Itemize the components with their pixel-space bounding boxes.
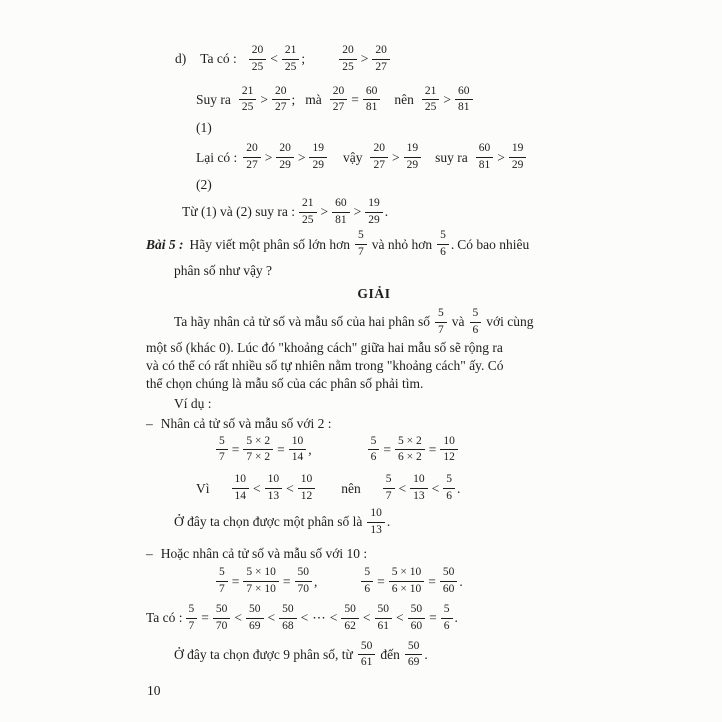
fraction-numerator: 10 — [410, 473, 428, 489]
fraction-denominator: 27 — [246, 158, 258, 171]
fraction-denominator: 81 — [335, 213, 347, 226]
text-run: đến — [380, 646, 400, 662]
fraction-denominator: 7 — [438, 323, 444, 336]
fraction-denominator: 61 — [377, 619, 390, 632]
fraction — [339, 44, 357, 75]
content-line — [146, 339, 602, 357]
operator: < — [286, 480, 294, 496]
fraction-denominator: 6 — [446, 489, 452, 502]
punctuation: ; — [301, 51, 306, 67]
fraction — [509, 142, 527, 173]
fraction-denominator: 27 — [375, 60, 387, 73]
fraction-denominator: 25 — [241, 101, 254, 114]
fraction-numerator: 10 — [298, 473, 316, 489]
fraction-numerator: 50 — [358, 640, 376, 656]
text-run: – — [146, 415, 153, 431]
fraction — [358, 640, 376, 671]
fraction — [265, 473, 283, 504]
text-run: nên — [341, 480, 361, 496]
fraction — [243, 142, 261, 173]
fraction — [282, 44, 300, 75]
text-run: và nhỏ hơn — [371, 236, 433, 252]
content-line — [146, 229, 602, 260]
fraction-numerator: 21 — [422, 85, 440, 101]
text-run: vậy — [342, 149, 363, 165]
content-line — [174, 307, 602, 338]
fraction — [216, 566, 228, 597]
fraction-numerator: 19 — [404, 142, 422, 158]
fraction — [443, 473, 455, 504]
fraction — [476, 142, 494, 173]
punctuation: . — [450, 236, 455, 252]
operator: = — [428, 573, 436, 589]
operator: < — [398, 480, 407, 496]
operator: > — [353, 204, 362, 220]
text-run: d) — [175, 51, 187, 67]
text-run: Vì — [196, 480, 210, 496]
operator: < — [270, 51, 278, 67]
fraction — [272, 85, 290, 116]
fraction — [363, 85, 381, 116]
fraction — [243, 566, 279, 597]
fraction-denominator: 25 — [342, 60, 354, 73]
fraction-numerator: 5 — [355, 229, 367, 245]
fraction — [355, 229, 367, 260]
fraction-numerator: 5 — [441, 603, 453, 619]
fraction-denominator: 81 — [458, 101, 470, 114]
content-line — [196, 176, 602, 194]
fraction-denominator: 7 × 10 — [246, 583, 276, 596]
operator: > — [443, 91, 452, 107]
fraction-denominator: 29 — [406, 158, 419, 171]
text-run: Ở đây ta chọn được 9 phân số, từ — [174, 646, 353, 662]
fraction-denominator: 7 — [188, 619, 195, 632]
fraction-denominator: 6 — [472, 323, 479, 336]
operator: = — [383, 441, 391, 457]
fraction-denominator: 6 — [443, 619, 450, 632]
fraction-denominator: 29 — [279, 158, 291, 171]
fraction-numerator: 20 — [370, 142, 388, 158]
fraction — [395, 435, 425, 466]
punctuation: ; — [291, 91, 296, 107]
fraction-denominator: 70 — [215, 619, 228, 632]
operator: > — [497, 149, 505, 165]
fraction-denominator: 81 — [365, 101, 378, 114]
content-line — [175, 44, 602, 75]
content-line — [196, 142, 602, 173]
fraction — [370, 142, 388, 173]
text-run: với cùng — [486, 314, 534, 330]
text-run: Ở đây ta chọn được một phân số là — [174, 514, 363, 530]
fraction — [249, 44, 267, 75]
punctuation: , — [308, 441, 312, 457]
fraction-numerator: 5 × 2 — [243, 435, 273, 451]
content-line — [174, 507, 602, 538]
fraction-numerator: 5 — [435, 307, 447, 323]
fraction — [186, 603, 198, 634]
fraction-numerator: 20 — [243, 142, 261, 158]
fraction-numerator: 5 — [186, 603, 198, 619]
operator: > — [297, 149, 306, 165]
punctuation: . — [424, 646, 428, 662]
fraction-numerator: 5 — [216, 566, 228, 582]
text-run: mà — [305, 91, 322, 107]
operator: < — [362, 610, 371, 626]
fraction — [435, 307, 447, 338]
fraction-numerator: 50 — [246, 603, 264, 619]
fraction — [216, 435, 228, 466]
fraction — [239, 85, 257, 116]
operator: < — [329, 610, 338, 626]
fraction-numerator: 10 — [289, 435, 307, 451]
fraction-numerator: 5 — [368, 435, 380, 451]
problem-label: Bài 5 : — [146, 236, 184, 252]
content-line — [216, 566, 602, 597]
fraction-numerator: 5 — [470, 307, 482, 323]
fraction-numerator: 5 — [383, 473, 395, 489]
punctuation: . — [384, 204, 389, 220]
fraction-denominator: 29 — [312, 158, 324, 171]
operator: > — [260, 91, 268, 107]
fraction-denominator: 70 — [297, 583, 309, 596]
fraction — [213, 603, 231, 634]
fraction-numerator: 5 × 10 — [243, 566, 279, 582]
fraction-denominator: 12 — [443, 451, 455, 464]
fraction-denominator: 81 — [478, 158, 491, 171]
text-run: suy ra — [435, 149, 468, 165]
fraction-denominator: 7 — [219, 451, 225, 464]
fraction-numerator: 50 — [440, 566, 458, 582]
fraction-denominator: 13 — [267, 489, 280, 502]
fraction-numerator: 21 — [239, 85, 257, 101]
fraction-denominator: 60 — [410, 619, 423, 632]
fraction-numerator: 20 — [249, 44, 267, 60]
fraction-denominator: 27 — [275, 101, 287, 114]
text-run: và — [451, 314, 465, 330]
fraction-numerator: 50 — [213, 603, 231, 619]
text-run: phân số như vậy ? — [174, 263, 273, 279]
operator: = — [377, 573, 385, 589]
text-run: Nhân cả tử số và mẫu số với 2 : — [160, 415, 332, 431]
fraction — [367, 507, 385, 538]
fraction-denominator: 7 — [358, 246, 364, 259]
content-line — [146, 603, 602, 634]
fraction — [299, 197, 317, 228]
fraction — [309, 142, 327, 173]
fraction-denominator: 12 — [300, 489, 313, 502]
page-number: 10 — [147, 683, 161, 698]
content-line — [174, 262, 602, 280]
fraction — [372, 44, 390, 75]
fraction — [243, 435, 273, 466]
text-run: Ta có : — [200, 51, 237, 67]
operator: < — [253, 480, 261, 496]
content-line — [196, 85, 602, 116]
fraction — [404, 142, 422, 173]
text-run: thể chọn chúng là mẫu số của các phân số phải tìm. — [146, 375, 424, 391]
operator: = — [428, 441, 437, 457]
fraction-numerator: 10 — [232, 473, 250, 489]
fraction — [279, 603, 297, 634]
text-run: một số (khác 0). Lúc đó "khoảng cách" giữa hai mẫu số sẽ rộng ra — [146, 339, 503, 355]
fraction — [383, 473, 395, 504]
fraction — [361, 566, 373, 597]
fraction — [470, 307, 482, 338]
punctuation: . — [386, 514, 391, 530]
content-line — [196, 119, 602, 137]
fraction — [246, 603, 264, 634]
fraction — [298, 473, 316, 504]
text-run: Lại có : — [196, 149, 238, 165]
fraction-denominator: 25 — [284, 60, 297, 73]
fraction-denominator: 61 — [360, 656, 373, 669]
fraction-numerator: 50 — [408, 603, 426, 619]
content-line — [146, 285, 602, 303]
fraction — [368, 435, 380, 466]
fraction-numerator: 21 — [282, 44, 300, 60]
operator: > — [391, 149, 400, 165]
fraction-denominator: 6 — [364, 583, 371, 596]
fraction-numerator: 60 — [455, 85, 473, 101]
operator: = — [429, 610, 437, 626]
fraction-denominator: 25 — [251, 60, 264, 73]
operator: = — [282, 573, 291, 589]
content-line — [174, 640, 602, 671]
text-run: (1) — [196, 120, 212, 136]
text-run: – — [146, 546, 153, 562]
fraction — [276, 142, 294, 173]
fraction-numerator: 21 — [299, 197, 317, 213]
content-line — [146, 357, 602, 375]
fraction-denominator: 6 × 10 — [391, 583, 422, 596]
content-line — [182, 197, 602, 228]
fraction — [330, 85, 348, 116]
fraction-denominator: 27 — [373, 158, 385, 171]
fraction — [365, 197, 383, 228]
fraction-denominator: 25 — [302, 213, 314, 226]
operator: < — [267, 610, 276, 626]
fraction-numerator: 50 — [375, 603, 393, 619]
fraction — [341, 603, 359, 634]
fraction-numerator: 19 — [509, 142, 527, 158]
fraction — [332, 197, 350, 228]
fraction-numerator: 50 — [279, 603, 297, 619]
fraction-denominator: 60 — [442, 583, 455, 596]
fraction-denominator: 29 — [368, 213, 380, 226]
content-line — [216, 435, 602, 466]
text-run: Hoặc nhân cả tử số và mẫu số với 10 : — [160, 546, 368, 562]
operator: = — [351, 91, 359, 107]
text-run: Suy ra — [196, 91, 231, 107]
operator: < — [300, 610, 309, 626]
fraction — [389, 566, 425, 597]
fraction-denominator: 25 — [424, 101, 437, 114]
fraction-denominator: 68 — [282, 619, 294, 632]
fraction — [375, 603, 393, 634]
fraction-denominator: 13 — [370, 523, 382, 536]
content-line — [146, 415, 602, 433]
text-run: và có thể có rất nhiều số tự nhiên nằm trong "khoảng cách" ấy. Có — [146, 357, 504, 373]
fraction-denominator: 7 — [385, 489, 392, 502]
fraction-numerator: 60 — [332, 197, 350, 213]
fraction — [441, 603, 453, 634]
text-run: nên — [394, 91, 414, 107]
fraction — [440, 435, 458, 466]
content-line — [196, 473, 602, 504]
content-line — [146, 545, 602, 563]
fraction-denominator: 29 — [511, 158, 524, 171]
operator: = — [201, 610, 209, 626]
fraction — [440, 566, 458, 597]
fraction-denominator: 14 — [291, 451, 304, 464]
fraction-denominator: 6 — [440, 246, 446, 259]
fraction-numerator: 10 — [440, 435, 458, 451]
fraction-numerator: 5 — [437, 229, 449, 245]
operator: > — [360, 51, 369, 67]
fraction-numerator: 60 — [363, 85, 381, 101]
fraction-denominator: 7 — [219, 583, 225, 596]
punctuation: . — [454, 610, 458, 626]
text-run: (2) — [196, 176, 212, 192]
fraction — [408, 603, 426, 634]
fraction-numerator: 50 — [295, 566, 313, 582]
text-run: Ta có : — [146, 610, 183, 626]
fraction-numerator: 20 — [339, 44, 357, 60]
fraction — [422, 85, 440, 116]
fraction-numerator: 5 — [216, 435, 228, 451]
operator: = — [231, 441, 240, 457]
page-content — [146, 44, 602, 670]
punctuation: . — [457, 480, 461, 496]
fraction-denominator: 14 — [234, 489, 246, 502]
text-run: Ví dụ : — [174, 395, 212, 411]
fraction — [410, 473, 428, 504]
fraction-denominator: 7 × 2 — [246, 451, 271, 464]
fraction-numerator: 20 — [276, 142, 294, 158]
fraction-denominator: 6 — [370, 451, 377, 464]
fraction-numerator: 50 — [405, 640, 423, 656]
fraction — [232, 473, 250, 504]
fraction-numerator: 19 — [365, 197, 383, 213]
operator: = — [231, 573, 240, 589]
content-line — [146, 375, 602, 393]
punctuation: . — [459, 573, 463, 589]
operator: > — [264, 149, 273, 165]
operator: = — [277, 441, 285, 457]
section-heading: GIẢI — [357, 286, 391, 302]
fraction-denominator: 69 — [407, 656, 420, 669]
operator: < — [234, 610, 243, 626]
operator: < — [431, 480, 440, 496]
content-line — [174, 395, 602, 413]
fraction-numerator: 60 — [476, 142, 494, 158]
fraction-denominator: 27 — [332, 101, 345, 114]
fraction-numerator: 20 — [272, 85, 290, 101]
operator: > — [320, 204, 329, 220]
fraction — [295, 566, 313, 597]
fraction-numerator: 50 — [341, 603, 359, 619]
fraction-numerator: 5 — [361, 566, 373, 582]
fraction-denominator: 13 — [413, 489, 425, 502]
fraction — [289, 435, 307, 466]
fraction-denominator: 6 × 2 — [398, 451, 422, 464]
text-run: Từ (1) và (2) suy ra : — [182, 204, 296, 220]
text-run: ⋯ — [312, 610, 326, 626]
fraction-numerator: 5 — [443, 473, 455, 489]
fraction-numerator: 10 — [265, 473, 283, 489]
fraction-numerator: 5 × 10 — [389, 566, 425, 582]
fraction-numerator: 20 — [330, 85, 348, 101]
text-run: Có bao nhiêu — [457, 236, 530, 252]
fraction-numerator: 10 — [367, 507, 385, 523]
fraction-denominator: 69 — [249, 619, 261, 632]
punctuation: , — [314, 573, 318, 589]
fraction-numerator: 20 — [372, 44, 390, 60]
text-run: Hãy viết một phân số lớn hơn — [189, 236, 351, 252]
fraction — [437, 229, 449, 260]
text-run: Ta hãy nhân cả tử số và mẫu số của hai phân số — [174, 314, 431, 330]
fraction-numerator: 19 — [309, 142, 327, 158]
fraction — [405, 640, 423, 671]
fraction — [455, 85, 473, 116]
fraction-numerator: 5 × 2 — [395, 435, 425, 451]
fraction-denominator: 62 — [344, 619, 356, 632]
operator: < — [396, 610, 404, 626]
